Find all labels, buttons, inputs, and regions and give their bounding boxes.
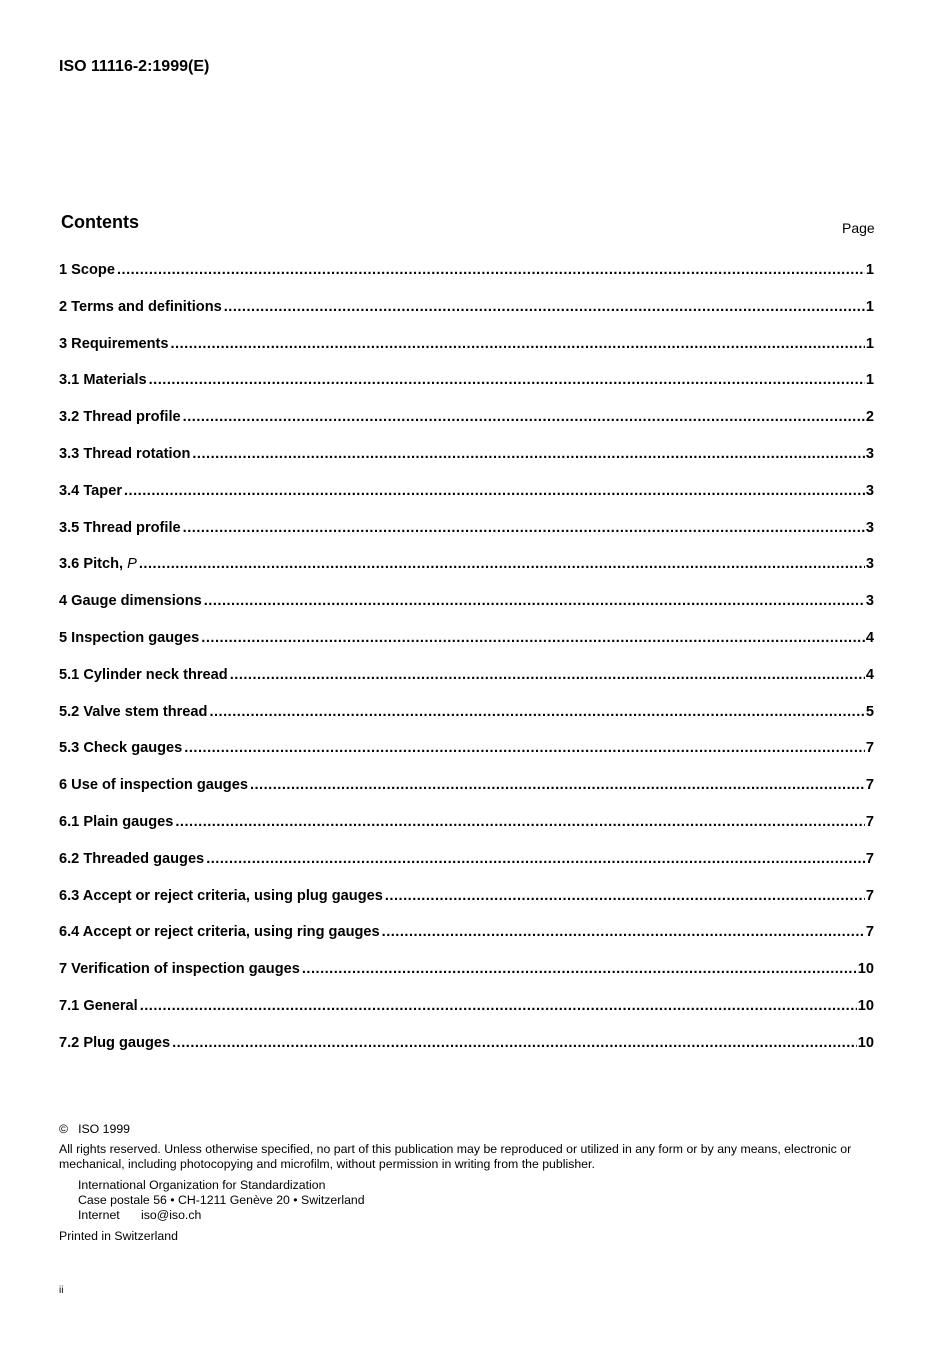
- toc-entry-title: 5.1 Cylinder neck thread: [59, 666, 228, 683]
- toc-dot-leader: [183, 409, 865, 425]
- toc-entry-title: 3.5 Thread profile: [59, 519, 181, 536]
- toc-entry-title: 7.2 Plug gauges: [59, 1034, 171, 1051]
- printed-in: Printed in Switzerland: [59, 1229, 178, 1244]
- toc-entry[interactable]: [59, 924, 874, 961]
- toc-entry[interactable]: [59, 1035, 874, 1072]
- toc-entry-title: 4 Gauge dimensions: [59, 593, 202, 610]
- internet-line: [78, 1208, 879, 1223]
- toc-entry-page: 5: [865, 703, 874, 720]
- toc-entry[interactable]: [59, 409, 874, 446]
- toc-entry[interactable]: [59, 556, 874, 593]
- copyright-line: [59, 1122, 879, 1137]
- toc-entry-title: 7.1 General: [59, 997, 138, 1014]
- toc-dot-leader: [140, 998, 857, 1014]
- toc-dot-leader: [172, 1035, 857, 1051]
- toc-entry[interactable]: [59, 740, 874, 777]
- page-column-label: Page: [842, 220, 875, 236]
- toc-entry[interactable]: [59, 593, 874, 630]
- toc-entry-page: 3: [865, 482, 874, 499]
- toc-entry-page: 7: [865, 850, 874, 867]
- toc-dot-leader: [250, 777, 865, 793]
- toc-entry-title: 6.3 Accept or reject criteria, using plug gauges: [59, 887, 383, 904]
- toc-entry-title: 6.2 Threaded gauges: [59, 850, 205, 867]
- toc-entry[interactable]: [59, 961, 874, 998]
- toc-entry-title: 3 Requirements: [59, 335, 169, 352]
- rights-statement: All rights reserved. Unless otherwise specified, no part of this publication may be reproduced or utilized in any form or by any means, electronic or mechanical, including photocopying and microfilm, without permission in writing from the publisher.: [59, 1142, 852, 1172]
- toc-entry[interactable]: [59, 888, 874, 925]
- toc-entry-title: 3.3 Thread rotation: [59, 445, 191, 462]
- copyright-footer: [59, 1122, 879, 1244]
- table-of-contents: [59, 262, 874, 1072]
- toc-entry[interactable]: [59, 667, 874, 704]
- toc-entry[interactable]: [59, 262, 874, 299]
- toc-dot-leader: [171, 336, 865, 352]
- toc-entry-page: 2: [865, 409, 874, 426]
- toc-entry[interactable]: [59, 372, 874, 409]
- toc-entry-title: 5.2 Valve stem thread: [59, 703, 208, 720]
- toc-dot-leader: [117, 262, 865, 278]
- toc-dot-leader: [149, 372, 865, 388]
- toc-entry-title: 6.1 Plain gauges: [59, 813, 174, 830]
- toc-entry-page: 3: [865, 593, 874, 610]
- toc-entry-title: 6 Use of inspection gauges: [59, 777, 248, 794]
- toc-entry-title: 3.6 Pitch, P: [59, 556, 137, 573]
- toc-entry-page: 7: [865, 924, 874, 941]
- toc-entry-title: 3.2 Thread profile: [59, 409, 181, 426]
- toc-entry-page: 4: [865, 666, 874, 683]
- toc-entry[interactable]: [59, 814, 874, 851]
- toc-entry[interactable]: [59, 777, 874, 814]
- toc-entry[interactable]: [59, 336, 874, 373]
- toc-dot-leader: [230, 667, 865, 683]
- toc-entry-page: 4: [865, 629, 874, 646]
- toc-dot-leader: [204, 593, 865, 609]
- toc-entry-page: 7: [865, 813, 874, 830]
- toc-dot-leader: [382, 924, 865, 940]
- copyright-text: ISO 1999: [78, 1122, 131, 1136]
- toc-dot-leader: [139, 556, 865, 572]
- toc-entry-title: 5 Inspection gauges: [59, 629, 200, 646]
- toc-dot-leader: [124, 483, 865, 499]
- copyright-symbol: ©: [59, 1122, 69, 1136]
- toc-entry-title: 3.4 Taper: [59, 482, 122, 499]
- toc-entry[interactable]: [59, 851, 874, 888]
- toc-entry-page: 1: [865, 372, 874, 389]
- toc-dot-leader: [385, 888, 865, 904]
- internet-label: Internet: [78, 1208, 120, 1223]
- toc-entry[interactable]: [59, 520, 874, 557]
- publisher-address: [78, 1178, 879, 1224]
- toc-entry-page: 7: [865, 887, 874, 904]
- internet-email: iso@iso.ch: [141, 1208, 202, 1223]
- toc-entry-title: 2 Terms and definitions: [59, 298, 222, 315]
- toc-dot-leader: [184, 740, 865, 756]
- toc-entry-title: 5.3 Check gauges: [59, 740, 183, 757]
- toc-dot-leader: [192, 446, 865, 462]
- toc-entry-page: 1: [865, 335, 874, 352]
- toc-entry-page: 3: [865, 519, 874, 536]
- toc-dot-leader: [209, 704, 864, 720]
- toc-entry-page: 7: [865, 740, 874, 757]
- toc-dot-leader: [302, 961, 857, 977]
- toc-entry-title: 7 Verification of inspection gauges: [59, 961, 300, 978]
- toc-entry-title: 3.1 Materials: [59, 372, 147, 389]
- toc-entry-symbol: P: [127, 556, 137, 573]
- toc-entry[interactable]: [59, 704, 874, 741]
- contents-heading: Contents: [61, 212, 139, 232]
- toc-entry-page: 1: [865, 298, 874, 315]
- toc-entry-page: 10: [857, 1034, 874, 1051]
- toc-dot-leader: [175, 814, 865, 830]
- document-id: ISO 11116-2:1999(E): [59, 58, 210, 75]
- toc-dot-leader: [206, 851, 865, 867]
- toc-entry[interactable]: [59, 630, 874, 667]
- toc-entry-page: 1: [865, 262, 874, 278]
- toc-entry-page: 3: [865, 445, 874, 462]
- org-address: Case postale 56 • CH-1211 Genève 20 • Switzerland: [78, 1192, 365, 1207]
- toc-entry[interactable]: [59, 299, 874, 336]
- toc-entry-page: 7: [865, 777, 874, 794]
- toc-dot-leader: [183, 520, 865, 536]
- toc-entry[interactable]: [59, 483, 874, 520]
- toc-entry[interactable]: [59, 446, 874, 483]
- toc-entry-page: 3: [865, 556, 874, 573]
- toc-entry-title: 6.4 Accept or reject criteria, using ring gauges: [59, 924, 380, 941]
- toc-entry[interactable]: [59, 998, 874, 1035]
- toc-entry-page: 10: [857, 997, 874, 1014]
- toc-entry-page: 10: [857, 961, 874, 978]
- page-number: ii: [59, 1285, 64, 1296]
- toc-entry-title: 1 Scope: [59, 262, 115, 278]
- toc-dot-leader: [201, 630, 865, 646]
- org-name: International Organization for Standardization: [78, 1177, 326, 1192]
- toc-dot-leader: [224, 299, 865, 315]
